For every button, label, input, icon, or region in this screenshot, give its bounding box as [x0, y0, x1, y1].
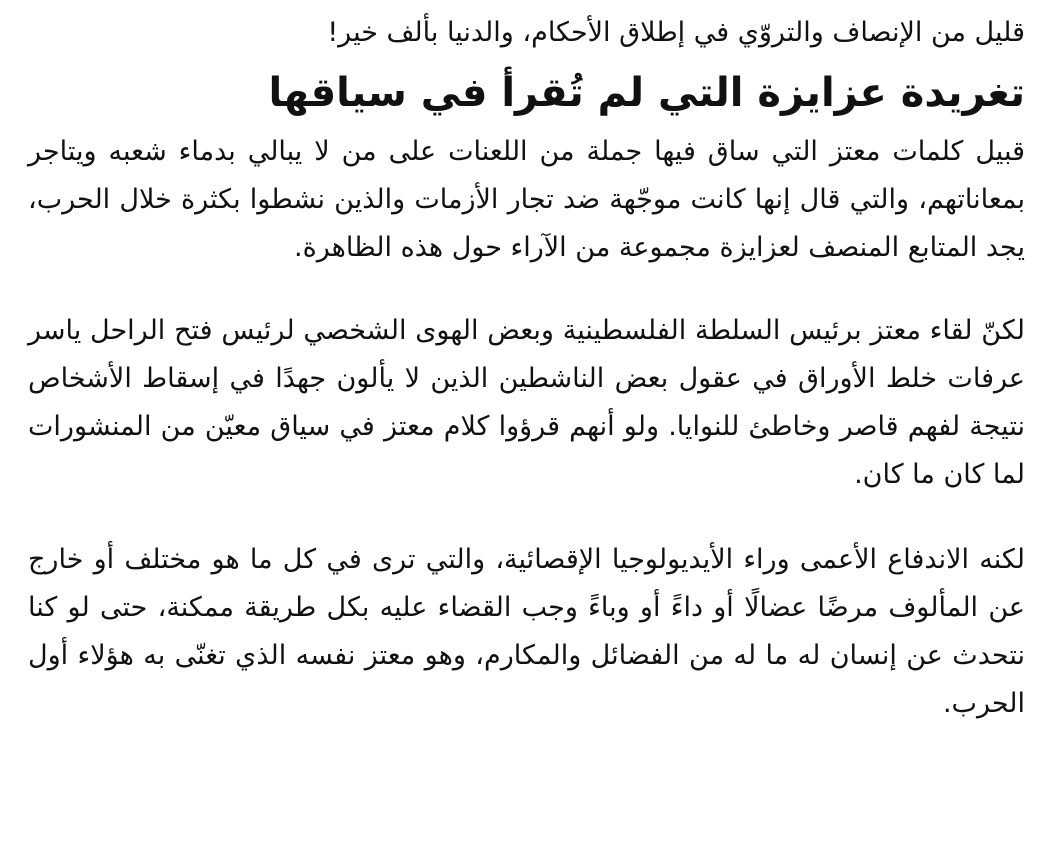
article-body: [28, 0, 1025, 728]
paragraph-3: لكنه الاندفاع الأعمى وراء الأيديولوجيا الإقصائية، والتي ترى في كل ما هو مختلف أو خارج عن المألوف مرضًا عضالًا أو داءً أو وباءً وجب القضاء عليه بكل طريقة ممكنة، حتى لو كنا نتحدث عن إنسان له ما له من الفضائل والمكارم، وهو معتز نفسه الذي تغنّى به هؤلاء أول الحرب.: [28, 544, 1025, 719]
paragraph-1: قبيل كلمات معتز التي ساق فيها جملة من اللعنات على من لا يبالي بدماء شعبه ويتاجر بمعاناتهم، والتي قال إنها كانت موجّهة ضد تجار الأزمات والذين نشطوا بكثرة خلال الحرب، يجد المتابع المنصف لعزايزة مجموعة من الآراء حول هذه الظاهرة.: [28, 136, 1025, 263]
paragraph-2: لكنّ لقاء معتز برئيس السلطة الفلسطينية وبعض الهوى الشخصي لرئيس فتح الراحل ياسر عرفات خلط الأوراق في عقول بعض الناشطين الذين لا يألون جهدًا في إسقاط الأشخاص نتيجة لفهم قاصر وخاطئ للنوايا. ولو أنهم قرؤوا كلام معتز في سياق معيّن من المنشورات لما كان ما كان.: [28, 315, 1025, 490]
article-headline: تغريدة عزايزة التي لم تُقرأ في سياقها: [268, 70, 1025, 116]
intro-line: قليل من الإنصاف والتروّي في إطلاق الأحكام، والدنيا بألف خير!: [327, 17, 1025, 48]
